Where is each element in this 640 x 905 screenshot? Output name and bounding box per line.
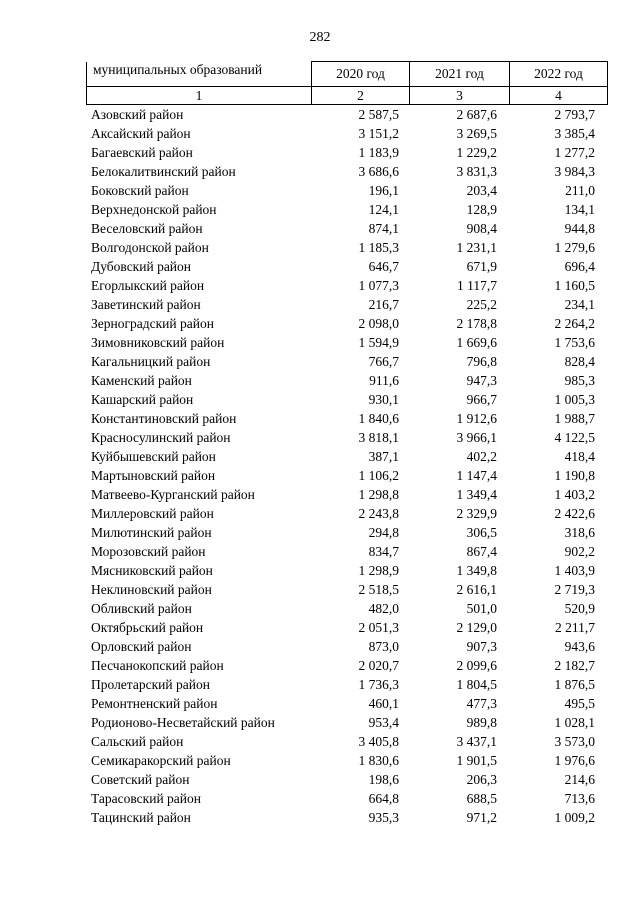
value-2020-cell: 1 830,6: [358, 753, 399, 768]
district-name-cell: Аксайский район: [91, 126, 191, 141]
table-row: [91, 276, 601, 295]
district-name-cell: Куйбышевский район: [91, 449, 216, 464]
value-2022-cell: 713,6: [564, 791, 595, 806]
table-row: [91, 124, 601, 143]
value-2022-cell: 495,5: [564, 696, 595, 711]
value-2020-cell: 766,7: [368, 354, 399, 369]
value-2022-cell: 520,9: [564, 601, 595, 616]
value-2021-cell: 1 147,4: [456, 468, 497, 483]
value-2022-cell: 2 422,6: [554, 506, 595, 521]
value-2021-cell: 966,7: [466, 392, 497, 407]
table-row: [91, 333, 601, 352]
value-2022-cell: 2 182,7: [554, 658, 595, 673]
value-2021-cell: 1 349,4: [456, 487, 497, 502]
table-row: [91, 732, 601, 751]
column-number-row: [87, 87, 608, 105]
district-name-cell: Константиновский район: [91, 411, 237, 426]
value-2020-cell: 834,7: [368, 544, 399, 559]
value-2020-cell: 930,1: [368, 392, 399, 407]
value-2022-cell: 2 264,2: [554, 316, 595, 331]
district-name-cell: Мартыновский район: [91, 468, 216, 483]
value-2022-cell: 943,6: [564, 639, 595, 654]
value-2022-cell: 902,2: [564, 544, 595, 559]
value-2022-cell: 1 009,2: [554, 810, 595, 825]
column-number-1: 1: [87, 87, 312, 105]
value-2021-cell: 2 687,6: [456, 107, 497, 122]
table-row: [91, 143, 601, 162]
district-name-cell: Тацинский район: [91, 810, 191, 825]
district-name-cell: Сальский район: [91, 734, 184, 749]
value-2021-cell: 3 966,1: [456, 430, 497, 445]
value-2020-cell: 935,3: [368, 810, 399, 825]
district-name-cell: Мясниковский район: [91, 563, 213, 578]
value-2020-cell: 953,4: [368, 715, 399, 730]
table-row: [91, 295, 601, 314]
district-name-cell: Советский район: [91, 772, 190, 787]
value-2020-cell: 1 298,8: [358, 487, 399, 502]
column-number-2: 2: [312, 87, 410, 105]
value-2020-cell: 2 051,3: [358, 620, 399, 635]
value-2022-cell: 1 277,2: [554, 145, 595, 160]
district-name-cell: Боковский район: [91, 183, 189, 198]
value-2020-cell: 1 183,9: [358, 145, 399, 160]
table-row: [91, 808, 601, 827]
value-2022-cell: 696,4: [564, 259, 595, 274]
table-row: [91, 580, 601, 599]
value-2022-cell: 1 403,9: [554, 563, 595, 578]
district-name-cell: Кагальницкий район: [91, 354, 211, 369]
table-row: [91, 713, 601, 732]
column-number-4: 4: [510, 87, 608, 105]
value-2022-cell: 1 279,6: [554, 240, 595, 255]
district-name-cell: Веселовский район: [91, 221, 203, 236]
district-name-cell: Каменский район: [91, 373, 192, 388]
table-row: [91, 314, 601, 333]
table-row: [91, 599, 601, 618]
value-2020-cell: 1 077,3: [358, 278, 399, 293]
value-2022-cell: 985,3: [564, 373, 595, 388]
table-row: [91, 257, 601, 276]
value-2022-cell: 1 160,5: [554, 278, 595, 293]
value-2022-cell: 944,8: [564, 221, 595, 236]
district-name-cell: Егорлыкский район: [91, 278, 205, 293]
district-name-cell: Кашарский район: [91, 392, 194, 407]
value-2022-cell: 418,4: [564, 449, 595, 464]
district-name-cell: Белокалитвинский район: [91, 164, 236, 179]
table-row: [91, 561, 601, 580]
district-name-cell: Неклиновский район: [91, 582, 212, 597]
value-2020-cell: 387,1: [368, 449, 399, 464]
value-2020-cell: 1 736,3: [358, 677, 399, 692]
district-name-cell: Матвеево-Курганский район: [91, 487, 255, 502]
column-number-3: 3: [410, 87, 510, 105]
value-2020-cell: 198,6: [368, 772, 399, 787]
value-2020-cell: 1 840,6: [358, 411, 399, 426]
header-2020: 2020 год: [312, 62, 410, 87]
value-2022-cell: 3 984,3: [554, 164, 595, 179]
district-name-cell: Дубовский район: [91, 259, 192, 274]
value-2022-cell: 2 793,7: [554, 107, 595, 122]
value-2021-cell: 1 804,5: [456, 677, 497, 692]
table-body: [91, 105, 601, 827]
district-name-cell: Обливский район: [91, 601, 192, 616]
value-2021-cell: 206,3: [466, 772, 497, 787]
value-2021-cell: 203,4: [466, 183, 497, 198]
value-2022-cell: 1 028,1: [554, 715, 595, 730]
district-name-cell: Орловский район: [91, 639, 192, 654]
table-row: [91, 371, 601, 390]
value-2021-cell: 947,3: [466, 373, 497, 388]
value-2020-cell: 2 243,8: [358, 506, 399, 521]
table-row: [91, 200, 601, 219]
district-name-cell: Пролетарский район: [91, 677, 210, 692]
table-row: [91, 447, 601, 466]
table-header: [86, 61, 608, 105]
value-2021-cell: 907,3: [466, 639, 497, 654]
district-name-cell: Красносулинский район: [91, 430, 231, 445]
value-2020-cell: 646,7: [368, 259, 399, 274]
column-header-row: [87, 62, 608, 87]
table-row: [91, 105, 601, 124]
value-2020-cell: 2 098,0: [358, 316, 399, 331]
value-2022-cell: 828,4: [564, 354, 595, 369]
value-2020-cell: 3 686,6: [358, 164, 399, 179]
district-name-cell: Морозовский район: [91, 544, 206, 559]
value-2022-cell: 318,6: [564, 525, 595, 540]
value-2021-cell: 2 099,6: [456, 658, 497, 673]
table-row: [91, 238, 601, 257]
value-2020-cell: 3 405,8: [358, 734, 399, 749]
value-2022-cell: 4 122,5: [554, 430, 595, 445]
value-2021-cell: 989,8: [466, 715, 497, 730]
value-2021-cell: 688,5: [466, 791, 497, 806]
value-2020-cell: 2 020,7: [358, 658, 399, 673]
table-row: [91, 162, 601, 181]
value-2022-cell: 134,1: [564, 202, 595, 217]
district-name-cell: Верхнедонской район: [91, 202, 217, 217]
value-2021-cell: 2 129,0: [456, 620, 497, 635]
value-2021-cell: 971,2: [466, 810, 497, 825]
value-2022-cell: 1 876,5: [554, 677, 595, 692]
value-2021-cell: 1 912,6: [456, 411, 497, 426]
value-2021-cell: 128,9: [466, 202, 497, 217]
value-2022-cell: 2 211,7: [555, 620, 595, 635]
district-name-cell: Зерноградский район: [91, 316, 214, 331]
value-2020-cell: 873,0: [368, 639, 399, 654]
table-row: [91, 675, 601, 694]
value-2020-cell: 2 518,5: [358, 582, 399, 597]
value-2021-cell: 306,5: [466, 525, 497, 540]
table-row: [91, 789, 601, 808]
header-municipalities: муниципальных образований: [87, 62, 312, 87]
value-2021-cell: 1 231,1: [456, 240, 497, 255]
page-number: 282: [309, 30, 331, 45]
header-2022: 2022 год: [510, 62, 608, 87]
value-2020-cell: 1 594,9: [358, 335, 399, 350]
value-2022-cell: 1 976,6: [554, 753, 595, 768]
district-name-cell: Октябрьский район: [91, 620, 204, 635]
value-2021-cell: 225,2: [466, 297, 497, 312]
table-row: [91, 656, 601, 675]
district-name-cell: Ремонтненский район: [91, 696, 218, 711]
table-row: [91, 618, 601, 637]
table-row: [91, 466, 601, 485]
value-2022-cell: 234,1: [564, 297, 595, 312]
value-2021-cell: 1 229,2: [456, 145, 497, 160]
table-row: [91, 542, 601, 561]
district-name-cell: Волгодонской район: [91, 240, 209, 255]
value-2020-cell: 196,1: [368, 183, 399, 198]
value-2021-cell: 402,2: [466, 449, 497, 464]
value-2021-cell: 796,8: [466, 354, 497, 369]
table-row: [91, 181, 601, 200]
district-name-cell: Родионово-Несветайский район: [91, 715, 275, 730]
table-row: [91, 751, 601, 770]
value-2021-cell: 3 269,5: [456, 126, 497, 141]
value-2020-cell: 911,6: [369, 373, 399, 388]
value-2021-cell: 2 616,1: [456, 582, 497, 597]
value-2021-cell: 867,4: [466, 544, 497, 559]
value-2021-cell: 1 349,8: [456, 563, 497, 578]
value-2022-cell: 3 573,0: [554, 734, 595, 749]
district-name-cell: Багаевский район: [91, 145, 193, 160]
table-row: [91, 409, 601, 428]
value-2022-cell: 1 753,6: [554, 335, 595, 350]
value-2021-cell: 501,0: [466, 601, 497, 616]
value-2022-cell: 1 988,7: [554, 411, 595, 426]
value-2021-cell: 908,4: [466, 221, 497, 236]
district-name-cell: Азовский район: [91, 107, 184, 122]
value-2020-cell: 294,8: [368, 525, 399, 540]
value-2021-cell: 2 178,8: [456, 316, 497, 331]
value-2021-cell: 671,9: [466, 259, 497, 274]
table-row: [91, 390, 601, 409]
district-name-cell: Миллеровский район: [91, 506, 214, 521]
value-2020-cell: 3 818,1: [358, 430, 399, 445]
value-2022-cell: 214,6: [564, 772, 595, 787]
value-2020-cell: 124,1: [368, 202, 399, 217]
value-2020-cell: 3 151,2: [358, 126, 399, 141]
table-row: [91, 694, 601, 713]
district-name-cell: Заветинский район: [91, 297, 201, 312]
header-2021: 2021 год: [410, 62, 510, 87]
table-row: [91, 219, 601, 238]
value-2020-cell: 1 298,9: [358, 563, 399, 578]
value-2022-cell: 1 005,3: [554, 392, 595, 407]
value-2021-cell: 3 831,3: [456, 164, 497, 179]
value-2020-cell: 216,7: [368, 297, 399, 312]
value-2021-cell: 2 329,9: [456, 506, 497, 521]
value-2020-cell: 2 587,5: [358, 107, 399, 122]
value-2022-cell: 2 719,3: [554, 582, 595, 597]
value-2020-cell: 482,0: [368, 601, 399, 616]
value-2020-cell: 1 185,3: [358, 240, 399, 255]
value-2022-cell: 1 403,2: [554, 487, 595, 502]
table-row: [91, 352, 601, 371]
value-2020-cell: 460,1: [368, 696, 399, 711]
district-name-cell: Зимовниковский район: [91, 335, 225, 350]
value-2020-cell: 874,1: [368, 221, 399, 236]
district-name-cell: Семикаракорский район: [91, 753, 231, 768]
district-name-cell: Тарасовский район: [91, 791, 201, 806]
table-row: [91, 428, 601, 447]
value-2022-cell: 3 385,4: [554, 126, 595, 141]
district-name-cell: Песчанокопский район: [91, 658, 224, 673]
value-2021-cell: 1 901,5: [456, 753, 497, 768]
value-2020-cell: 1 106,2: [358, 468, 399, 483]
table-row: [91, 485, 601, 504]
table-row: [91, 523, 601, 542]
table-row: [91, 504, 601, 523]
value-2021-cell: 477,3: [466, 696, 497, 711]
value-2021-cell: 3 437,1: [456, 734, 497, 749]
district-name-cell: Милютинский район: [91, 525, 212, 540]
value-2022-cell: 211,0: [565, 183, 595, 198]
value-2021-cell: 1 669,6: [456, 335, 497, 350]
value-2021-cell: 1 117,7: [457, 278, 497, 293]
value-2020-cell: 664,8: [368, 791, 399, 806]
table-row: [91, 770, 601, 789]
value-2022-cell: 1 190,8: [554, 468, 595, 483]
table-row: [91, 637, 601, 656]
